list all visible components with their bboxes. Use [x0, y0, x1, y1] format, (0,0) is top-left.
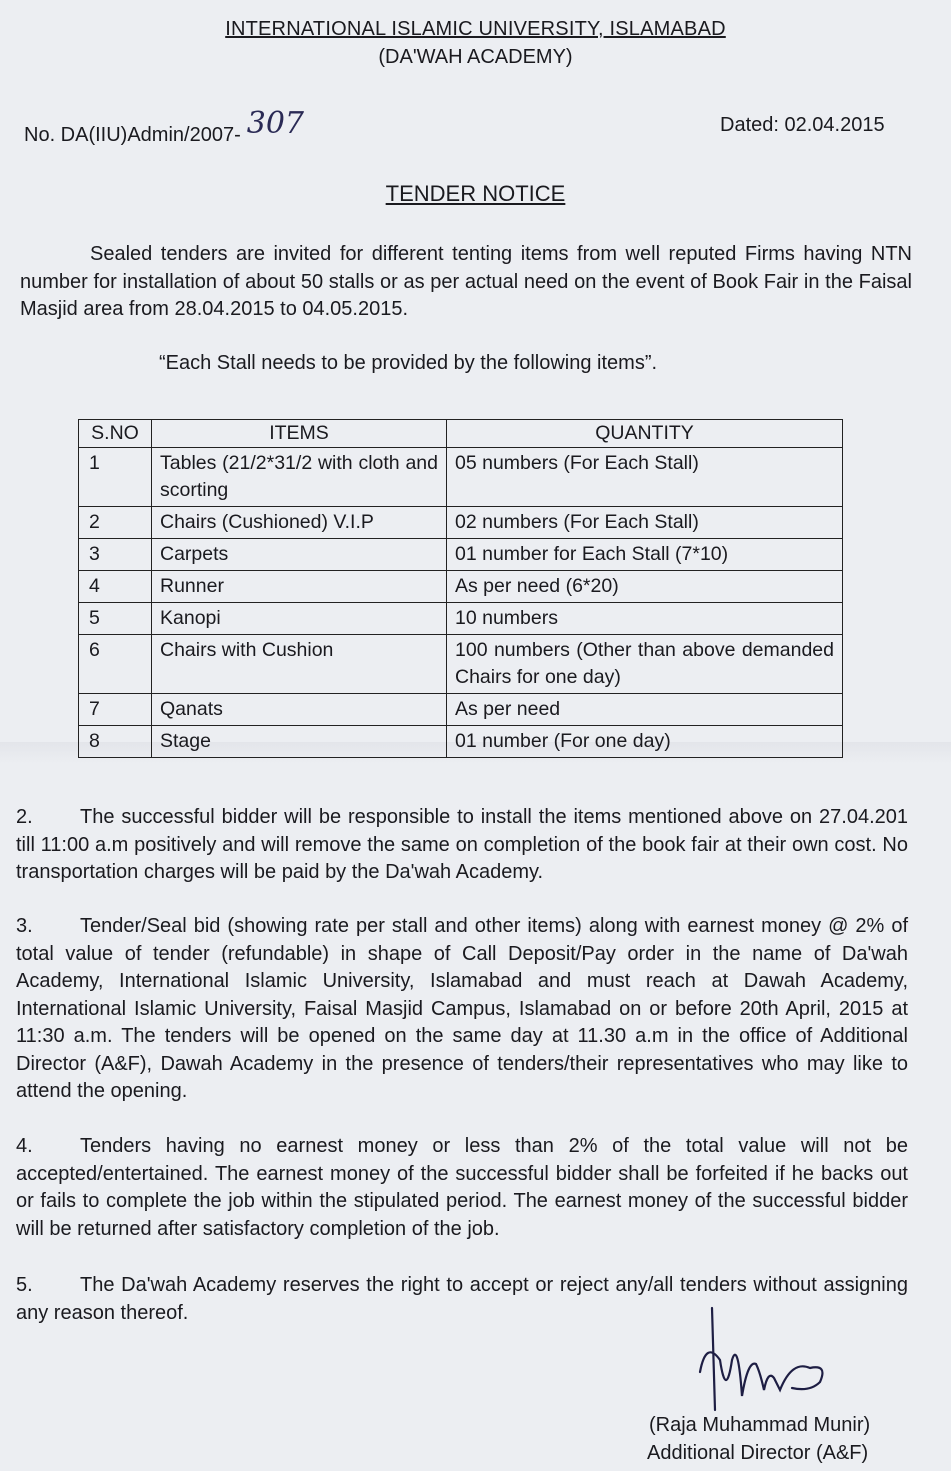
notice-title: TENDER NOTICE [385, 181, 566, 206]
paragraph-4 [16, 1133, 908, 1243]
items-quote: “Each Stall needs to be provided by the following items”. [159, 352, 658, 374]
column-header-sno: S.NO [79, 420, 152, 448]
academy-name: (DA'WAH ACADEMY) [378, 46, 573, 68]
row-quantity: 05 numbers (For Each Stall) [447, 448, 843, 507]
paragraph-number: 5. [16, 1274, 33, 1296]
paragraph-2 [16, 804, 908, 887]
table-header-row [79, 420, 843, 448]
notice-date: Dated: 02.04.2015 [720, 114, 885, 136]
row-quantity: 10 numbers [447, 603, 843, 635]
row-item: Carpets [152, 539, 447, 571]
row-item: Tables (21/2*31/2 with cloth and scorting [152, 448, 447, 507]
column-header-items: ITEMS [152, 420, 447, 448]
reference-number [24, 106, 305, 149]
row-sno: 1 [79, 448, 152, 507]
row-sno: 7 [79, 694, 152, 726]
table-row [79, 726, 843, 758]
paragraph-text: The Da'wah Academy reserves the right to accept or reject any/all tenders without assigning any reason thereof. [16, 1274, 908, 1324]
row-sno: 8 [79, 726, 152, 758]
row-quantity: As per need [447, 694, 843, 726]
signatory-designation: Additional Director (A&F) [647, 1442, 869, 1464]
intro-paragraph: Sealed tenders are invited for different tenting items from well reputed Firms having NTN number for installation of about 50 stalls or as per actual need on the event of Book Fair in the Faisal Masjid area from 28.04.2015 to 04.05.2015. [20, 243, 912, 320]
paragraph-number: 3. [16, 915, 33, 937]
column-header-quantity: QUANTITY [447, 420, 843, 448]
row-item: Stage [152, 726, 447, 758]
paragraph-text: Tender/Seal bid (showing rate per stall and other items) along with earnest money @ 2% of total value of tender (refundable) in shape of Call Deposit/Pay order in the name of Da'wah Academy, International Islamic University, Islamabad and must reach at Dawah Academy, International Islamic University, Faisal Masjid Campus, Islamabad on or before 20th April, 2015 at 11:30 a.m. The tenders will be opened on the same day at 11.30 a.m in the office of Additional Director (A&F), Dawah Academy in the presence of tenders/their representatives who may like to attend the opening. [16, 915, 908, 1102]
row-item: Qanats [152, 694, 447, 726]
row-sno: 3 [79, 539, 152, 571]
row-sno: 5 [79, 603, 152, 635]
row-quantity: 100 numbers (Other than above demanded Chairs for one day) [447, 635, 843, 694]
table-row [79, 571, 843, 603]
table-row [79, 603, 843, 635]
row-item: Runner [152, 571, 447, 603]
table-row [79, 507, 843, 539]
table-row [79, 635, 843, 694]
table-row [79, 448, 843, 507]
row-item: Chairs with Cushion [152, 635, 447, 694]
row-sno: 4 [79, 571, 152, 603]
row-quantity: 02 numbers (For Each Stall) [447, 507, 843, 539]
paragraph-text: The successful bidder will be responsible to install the items mentioned above on 27.04.201 till 11:00 a.m positively and will remove the same on completion of the book fair at their own cost. No transportation charges will be paid by the Da'wah Academy. [16, 806, 908, 883]
paragraph-text: Tenders having no earnest money or less than 2% of the total value will not be accepted/entertained. The earnest money of the successful bidder shall be forfeited if he backs out or fails to complete the job within the stipulated period. The earnest money of the successful bidder will be returned after satisfactory completion of the job. [16, 1135, 908, 1240]
reference-prefix: No. DA(IIU)Admin/2007- [24, 124, 241, 146]
row-quantity: 01 number for Each Stall (7*10) [447, 539, 843, 571]
row-item: Chairs (Cushioned) V.I.P [152, 507, 447, 539]
table-row [79, 539, 843, 571]
row-sno: 2 [79, 507, 152, 539]
handwritten-reference: 307 [246, 106, 305, 141]
row-quantity: 01 number (For one day) [447, 726, 843, 758]
signatory-name: (Raja Muhammad Munir) [649, 1414, 871, 1436]
row-quantity: As per need (6*20) [447, 571, 843, 603]
row-item: Kanopi [152, 603, 447, 635]
items-table [78, 419, 843, 758]
university-name: INTERNATIONAL ISLAMIC UNIVERSITY, ISLAMABAD [225, 18, 726, 40]
paragraph-3 [16, 913, 908, 1106]
paragraph-number: 4. [16, 1135, 33, 1157]
paragraph-number: 2. [16, 806, 33, 828]
row-sno: 6 [79, 635, 152, 694]
table-row [79, 694, 843, 726]
handwritten-signature [660, 1300, 860, 1420]
